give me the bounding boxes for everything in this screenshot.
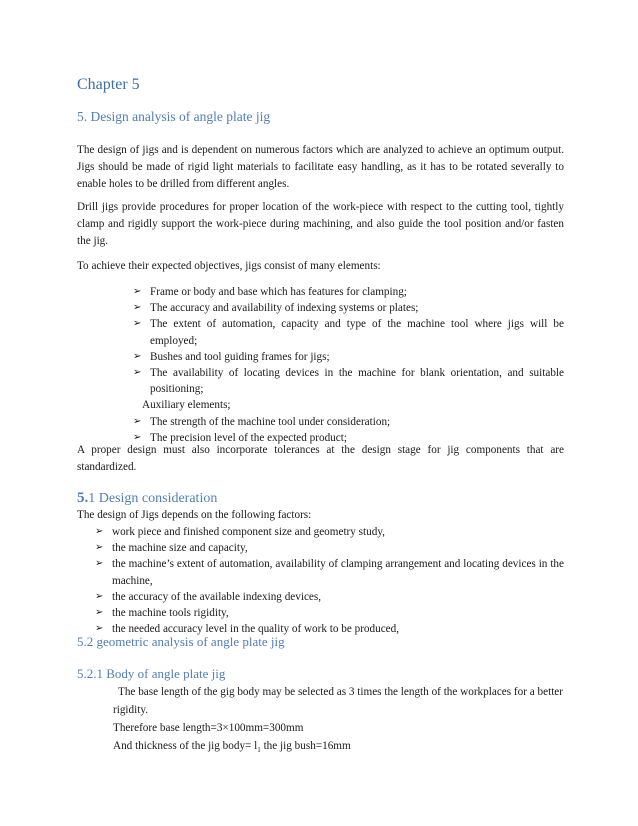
section-5-heading: 5. Design analysis of angle plate jig [77,109,271,124]
arrow-bullet-icon: ➢ [95,623,104,635]
list-item: ➢ The precision level of the expected product; [133,430,564,446]
arrow-bullet-icon: ➢ [133,302,142,314]
arrow-bullet-icon: ➢ [95,590,104,602]
paragraph-factors-intro: The design of Jigs depends on the following factors: [77,509,312,521]
section-5-2-heading: 5.2 geometric analysis of angle plate jig [77,634,285,649]
list-item: Auxiliary elements; [142,399,231,412]
arrow-bullet-icon: ➢ [95,526,104,537]
list-item: ➢ The strength of the machine tool under consideration; [133,414,564,430]
arrow-bullet-icon: ➢ [133,318,142,330]
list-item: ➢ The accuracy and availability of indexing systems or plates; [133,300,564,316]
paragraph-elements-intro: To achieve their expected objectives, jigs consist of many elements: [77,260,381,272]
list-item: ➢ work piece and finished component size and geometry study, [95,524,564,540]
arrow-bullet-icon: ➢ [133,431,142,443]
chapter-title: Chapter 5 [77,76,140,93]
arrow-bullet-icon: ➢ [133,350,142,362]
section-5-2-1-heading: 5.2.1 Body of angle plate jig [77,666,226,681]
arrow-bullet-icon: ➢ [95,558,104,570]
list-item: ➢ the machine size and capacity, [95,540,564,556]
arrow-bullet-icon: ➢ [133,367,142,379]
arrow-bullet-icon: ➢ [133,415,142,427]
list-item: ➢ the accuracy of the available indexing devices, [95,589,564,605]
list-item: ➢ the needed accuracy level in the quality of work to be produced, [95,621,564,637]
list-item: ➢ The availability of locating devices in the machine for blank orientation, and suitable positioning; [133,367,564,396]
paragraph-tolerances: A proper design must also incorporate tolerances at the design stage for jig components that are standardized. [77,444,564,474]
paragraph-jig-design: The design of jigs and is dependent on numerous factors which are analyzed to achieve an optimum output. Jigs should be made of rigid light materials to facilitate easy handling, as it has to be rotated severally to enable holes to be drilled from different angles. [77,144,564,191]
factors-list [95,524,564,637]
arrow-bullet-icon: ➢ [95,542,104,554]
arrow-bullet-icon: ➢ [95,607,104,619]
list-item: ➢ The extent of automation, capacity and type of the machine tool where jigs will be employed; [133,318,564,347]
list-item: ➢ Frame or body and base which has features for clamping; [133,284,564,300]
elements-list [133,284,564,446]
list-item: ➢ the machine tools rigidity, [95,605,564,621]
arrow-bullet-icon: ➢ [133,286,142,297]
paragraph-drill-jigs: Drill jigs provide procedures for proper location of the work-piece with respect to the cutting tool, tightly clamp and rigidly support the work-piece during machining, and also guide the tool position and/or fasten the jig. [77,201,564,248]
paragraph-base-length: The base length of the gig body may be selected as 3 times the length of the workplaces for a better rigidity. [113,686,563,716]
paragraph-base-length-calc: Therefore base length=3×100mm=300mm [113,722,304,734]
list-item: ➢ Bushes and tool guiding frames for jigs; [133,349,564,365]
section-5-1-heading: 5.1 Design consideration [77,490,218,506]
list-item: ➢ the machine’s extent of automation, availability of clamping arrangement and locating devices in the machine, [95,558,564,587]
paragraph-thickness: And thickness of the jig body= $l_1$ the jig bush=16mm [113,740,351,755]
